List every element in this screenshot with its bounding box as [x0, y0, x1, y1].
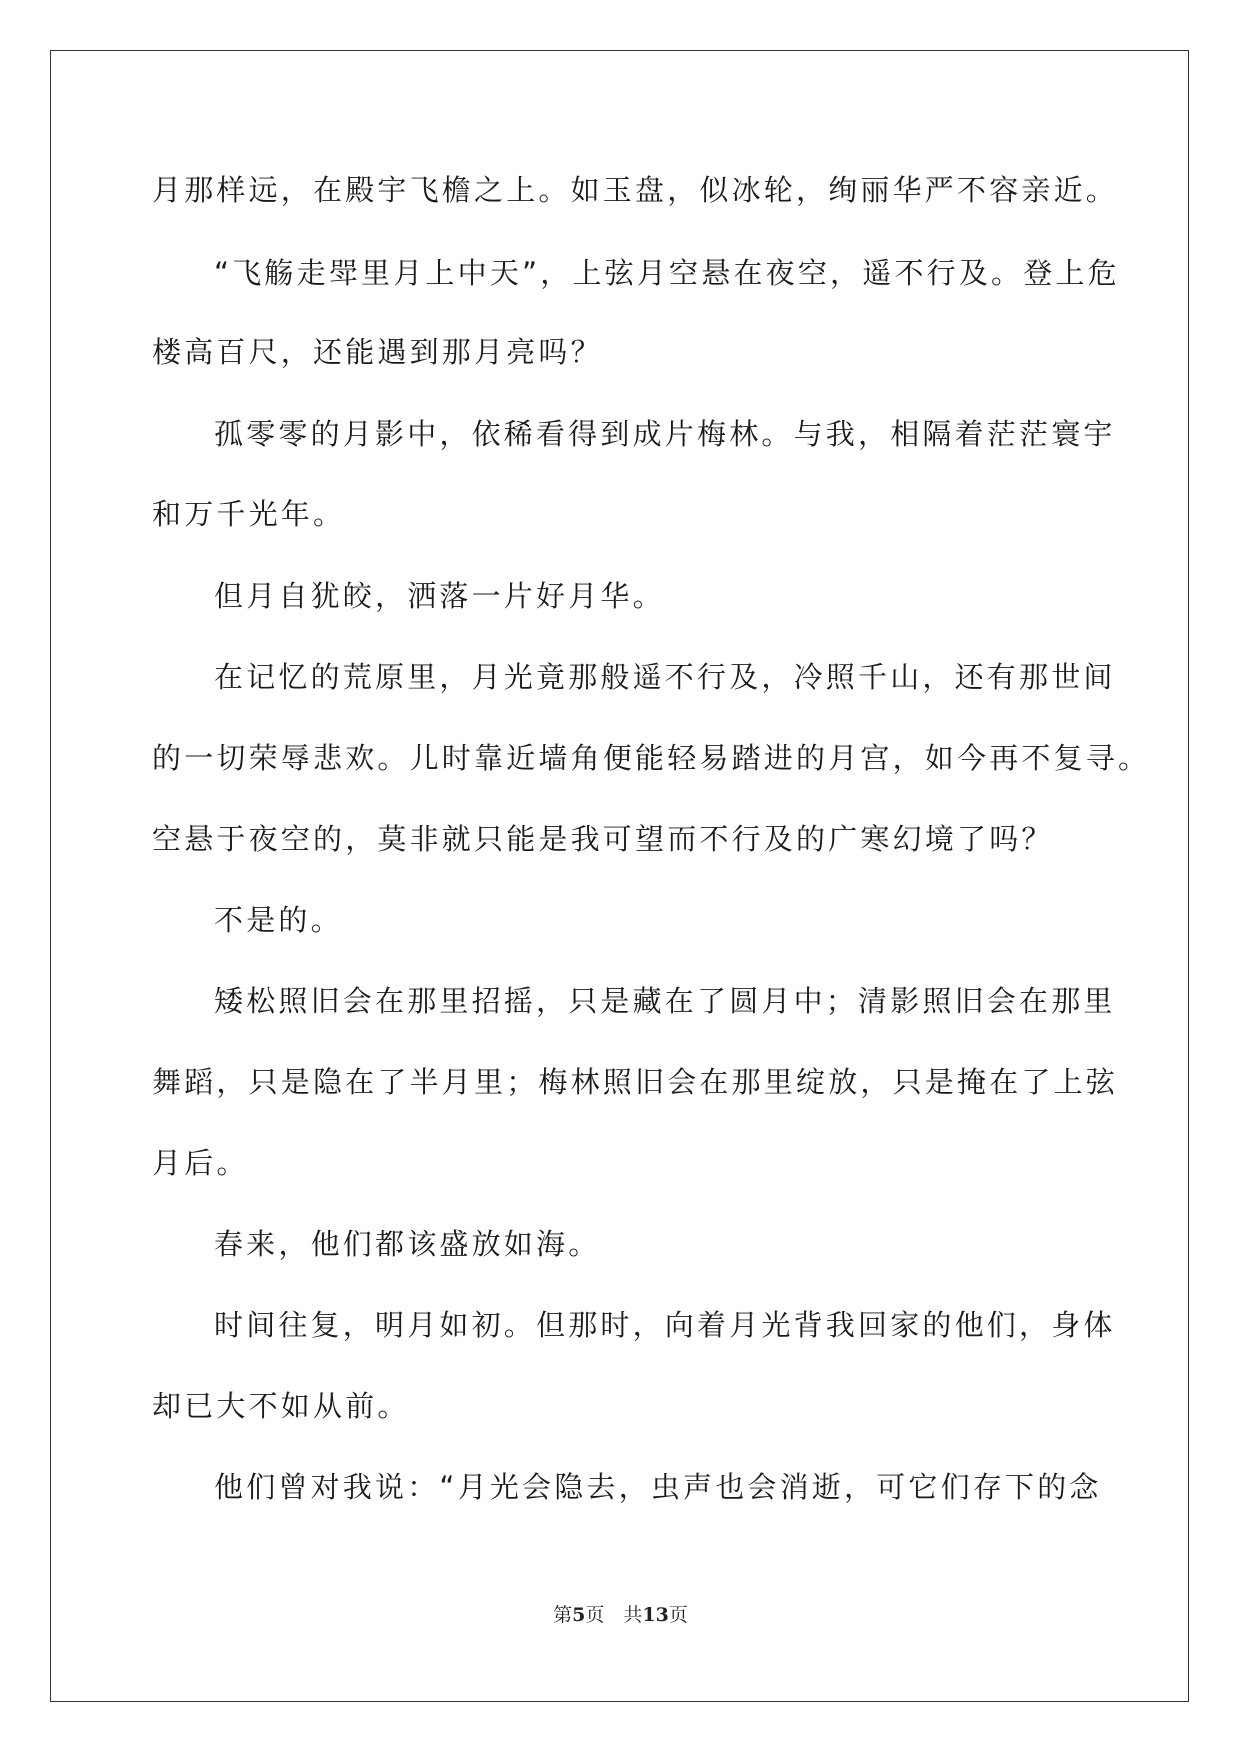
text-line: 但月自犹皎，洒落一片好月华。 — [214, 579, 665, 613]
text-line: 在记忆的荒原里，月光竟那般遥不行及，冷照千山，还有那世间 — [214, 660, 1116, 694]
page-footer — [0, 1600, 1241, 1627]
text-line: 空悬于夜空的，莫非就只能是我可望而不行及的广寒幻境了吗？ — [152, 822, 1054, 856]
text-line: 不是的。 — [214, 903, 343, 937]
text-line: “飞觞走斝里月上中天”，上弦月空悬在夜空，遥不行及。登上危 — [214, 256, 1120, 290]
total-page-number: 13 — [642, 1604, 669, 1626]
text-line: 和万千光年。 — [152, 497, 346, 531]
text-line: 月后。 — [152, 1146, 249, 1180]
text-line: 他们曾对我说：“月光会隐去，虫声也会消逝，可它们存下的念 — [214, 1470, 1102, 1504]
text-line: 春来，他们都该盛放如海。 — [214, 1227, 601, 1261]
text-line: 舞蹈，只是隐在了半月里；梅林照旧会在那里绽放，只是掩在了上弦 — [152, 1065, 1119, 1099]
text-line: 孤零零的月影中，依稀看得到成片梅林。与我，相隔着茫茫寰宇 — [214, 417, 1116, 451]
text-line: 月那样远，在殿宇飞檐之上。如玉盘，似冰轮，绚丽华严不容亲近。 — [152, 173, 1119, 207]
text-line: 的一切荣辱悲欢。儿时靠近墙角便能轻易踏进的月宫，如今再不复寻。 — [152, 741, 1151, 775]
footer-mid: 页 共 — [585, 1604, 643, 1626]
text-line: 却已大不如从前。 — [152, 1389, 410, 1423]
footer-suffix: 页 — [668, 1604, 688, 1626]
text-line: 楼高百尺，还能遇到那月亮吗？ — [152, 335, 603, 369]
current-page-number: 5 — [572, 1604, 586, 1626]
text-line: 矮松照旧会在那里招摇，只是藏在了圆月中；清影照旧会在那里 — [214, 984, 1116, 1018]
footer-prefix: 第 — [553, 1604, 573, 1626]
text-line: 时间往复，明月如初。但那时，向着月光背我回家的他们，身体 — [214, 1308, 1116, 1342]
page-border — [50, 50, 1189, 1702]
